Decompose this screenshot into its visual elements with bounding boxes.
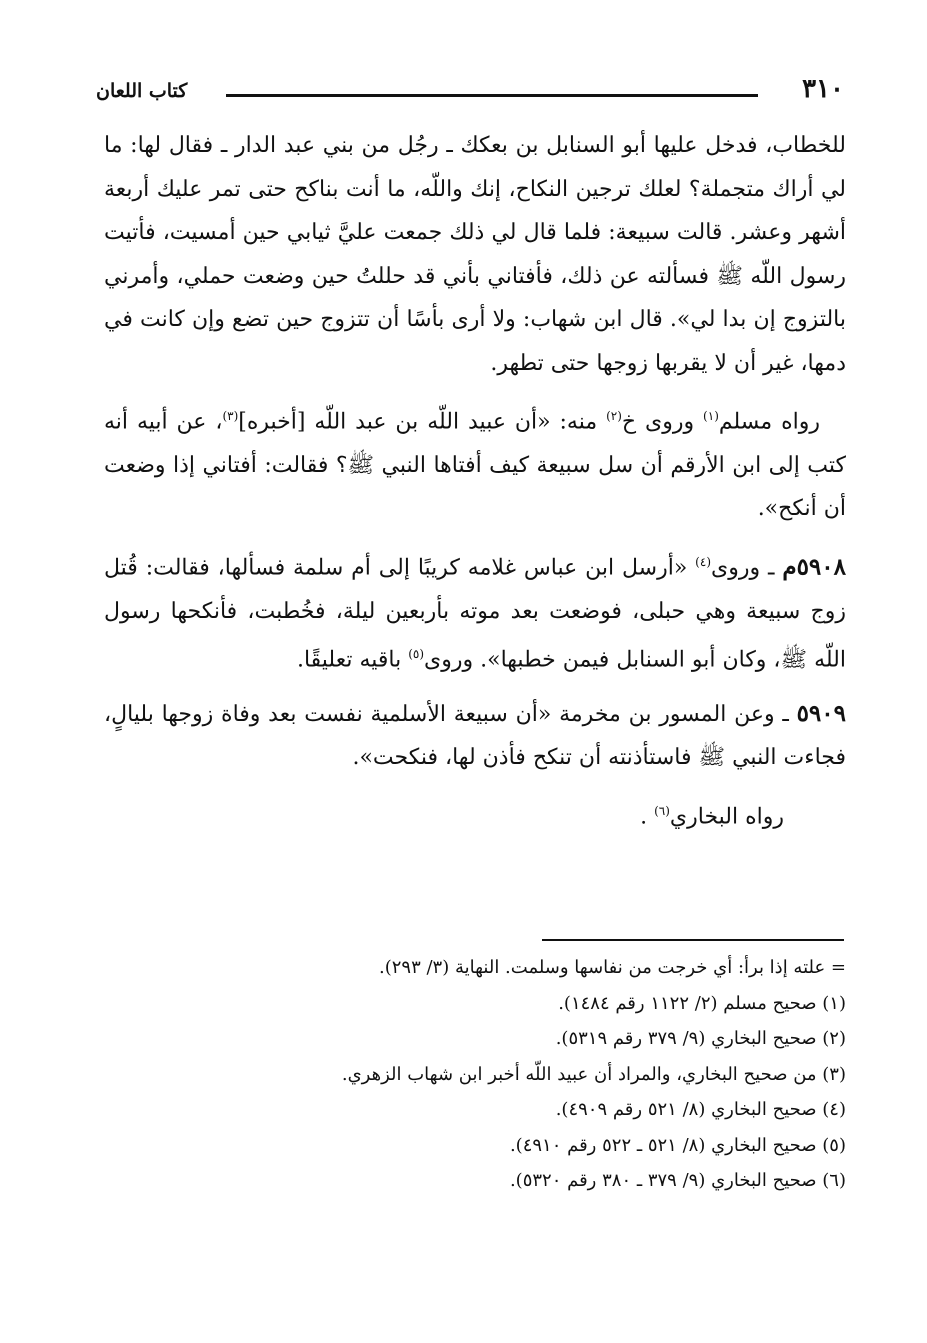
hadith-text: ـ وروى xyxy=(711,555,783,581)
footnote-5: (٥) صحيح البخاري (٨/ ٥٢١ ـ ٥٢٢ رقم ٤٩١٠). xyxy=(509,1134,846,1156)
header-rule xyxy=(226,94,758,97)
main-text xyxy=(104,124,846,849)
footnote-ref-4: (٤) xyxy=(695,554,711,569)
hadith-text: «أرسل ابن عباس غلامه كريبًا إلى أم سلمة فسألها، فقالت: قُتل زوج سبيعة وهي حبلى، فوضعت بعد موته بأربعين ليلة، فخُطبت، فأنكحها رسول اللّه ﷺ، وكان أبو السنابل فيمن خطبها». وروى xyxy=(104,555,846,673)
footnote-ref-3: (٣) xyxy=(222,409,239,423)
hadith-text: ـ وعن المسور بن مخرمة «أن سبيعة الأسلمية نفست بعد وفاة زوجها بليالٍ، فجاءت النبي ﷺ فاستأذنته أن تنكح فأذن لها، فنكحت». xyxy=(104,701,846,771)
page-number: ٣١٠ xyxy=(802,74,844,104)
narration-text: منه: «أن عبيد اللّه بن عبد اللّه [أخبره] xyxy=(238,409,607,435)
source-end: . xyxy=(640,804,655,830)
footnote-ref-5: (٥) xyxy=(408,647,425,662)
narration-text: وروى خ xyxy=(621,409,704,435)
source-text: رواه البخاري xyxy=(669,804,784,830)
footnote-ref-1: (١) xyxy=(703,409,719,423)
page-header xyxy=(96,72,844,112)
footnote-3: (٣) من صحيح البخاري، والمراد أن عبيد اللّه أخبر ابن شهاب الزهري. xyxy=(341,1063,846,1085)
hadith-5909 xyxy=(104,692,846,780)
footnotes xyxy=(104,950,846,1199)
source-line xyxy=(104,790,846,839)
paragraph-continuation: للخطاب، فدخل عليها أبو السنابل بن بعكك ـ رجُل من بني عبد الدار ـ فقال لها: ما لي أراك متجملة؟ لعلك ترجين النكاح، إنك واللّه، ما أنت بناكح حتى تمر عليك أربعة أشهر وعشر. قالت سبيعة: فلما قال لي ذلك جمعت عليَّ ثيابي حين أمسيت، فأتيت رسول اللّه ﷺ فسألته عن ذلك، فأفتاني بأني قد حللتُ حين وضعت حملي، وأمرني بالتزوج إن بدا لي». قال ابن شهاب: ولا أرى بأسًا أن تتزوج حين تضع وإن كانت في دمها، غير أن لا يقربها زوجها حتى تطهر. xyxy=(104,133,846,376)
narration-text: رواه مسلم xyxy=(718,409,821,435)
paragraph-narration xyxy=(104,395,846,531)
footnote-2: (٢) صحيح البخاري (٩/ ٣٧٩ رقم ٥٣١٩). xyxy=(555,1028,846,1049)
footnote-continuation: = علته إذا برأ: أي خرجت من نفاسها وسلمت. النهاية (٣/ ٢٩٣). xyxy=(378,957,846,978)
footnote-ref-6: (٦) xyxy=(654,803,670,818)
footnote-4: (٤) صحيح البخاري (٨/ ٥٢١ رقم ٤٩٠٩). xyxy=(555,1099,846,1120)
hadith-5908 xyxy=(104,541,846,682)
footnote-6: (٦) صحيح البخاري (٩/ ٣٧٩ ـ ٣٨٠ رقم ٥٣٢٠). xyxy=(509,1170,846,1191)
hadith-number: ٥٩٠٩ xyxy=(796,699,846,727)
hadith-number: ٥٩٠٨م xyxy=(782,553,846,581)
footnote-1: (١) صحيح مسلم (٢/ ١١٢٢ رقم ١٤٨٤). xyxy=(558,992,846,1014)
footnote-separator xyxy=(542,939,844,941)
narration-text: ، عن أبيه أنه كتب إلى ابن الأرقم أن سل سبيعة كيف أفتاها النبي ﷺ؟ فقالت: أفتاني إذا وضعت أن أنكح». xyxy=(104,409,846,522)
running-title: كتاب اللعان xyxy=(96,80,188,102)
footnote-ref-2: (٢) xyxy=(606,409,622,423)
hadith-text: باقيه تعليقًا. xyxy=(296,647,409,673)
